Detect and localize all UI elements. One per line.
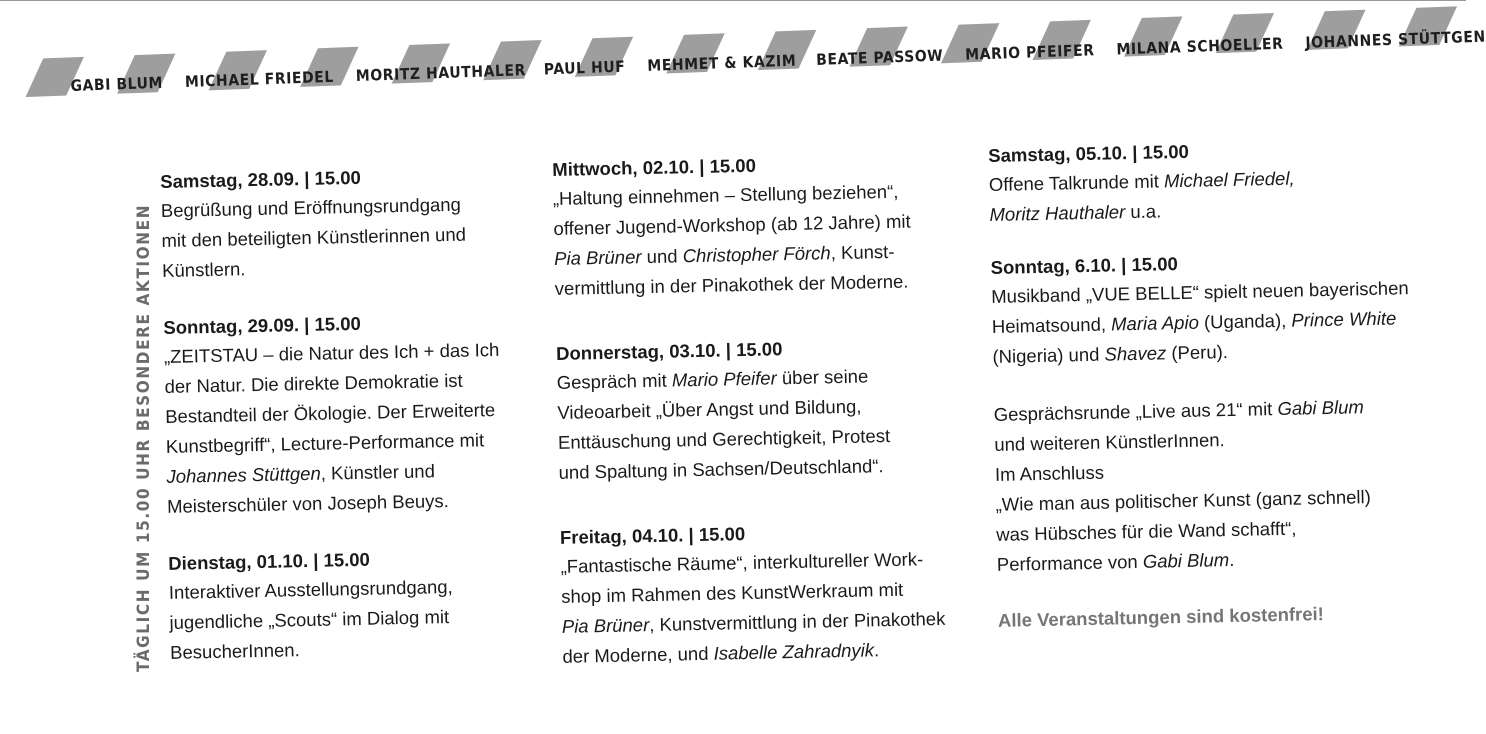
daily-actions-side-label: TÄGLICH UM 15.00 UHR BESONDERE AKTIONEN bbox=[134, 203, 154, 672]
events-column-3 bbox=[988, 133, 1416, 636]
event-tue-0110 bbox=[168, 543, 506, 668]
events-column-2 bbox=[552, 148, 947, 700]
artist-name: Johannes Stüttgen bbox=[166, 462, 321, 487]
text-fragment: , Kunstvermittlung in der Pinakothek bbox=[649, 607, 946, 636]
artist-name: Gabi Blum bbox=[1277, 396, 1365, 419]
event-heading: Dienstag, 01.10. | 15.00 bbox=[168, 548, 371, 574]
event-text-line: offener Jugend-Workshop (ab 12 Jahre) mit bbox=[553, 210, 911, 239]
event-sun-0610 bbox=[990, 245, 1410, 372]
artist-name: Pia Brüner bbox=[553, 246, 642, 269]
event-fri-0410 bbox=[560, 516, 947, 672]
event-text-line: Begrüßung und Eröffnungsrundgang bbox=[160, 193, 462, 221]
artist-name: MORITZ HAUTHALER bbox=[355, 61, 527, 86]
artist-name: Gabi Blum bbox=[1142, 549, 1230, 572]
event-text-line: „Haltung einnehmen – Stellung beziehen“, bbox=[552, 180, 899, 209]
event-text-line: und weiteren KünstlerInnen. bbox=[994, 429, 1225, 455]
text-fragment: u.a. bbox=[1124, 200, 1162, 223]
event-text-line: Videoarbeit „Über Angst und Bildung, bbox=[557, 395, 862, 423]
text-fragment: und bbox=[641, 245, 683, 268]
event-text-line: mit den beteiligten Künstlerinnen und bbox=[161, 223, 467, 251]
event-sat-0510 bbox=[988, 133, 1407, 230]
text-fragment: (Uganda), bbox=[1198, 309, 1292, 333]
artist-name: Isabelle Zahradnyik bbox=[713, 639, 875, 664]
artist-name: Christopher Förch bbox=[682, 242, 831, 267]
text-fragment: Gespräch mit bbox=[556, 369, 673, 393]
event-heading: Sonntag, 29.09. | 15.00 bbox=[163, 312, 361, 338]
event-sun-2909 bbox=[163, 307, 503, 522]
event-text-line: Bestandteil der Ökologie. Der Erweiterte bbox=[164, 399, 496, 427]
event-heading: Donnerstag, 03.10. | 15.00 bbox=[555, 338, 783, 364]
artist-name: PAUL HUF bbox=[543, 57, 626, 79]
event-heading: Samstag, 05.10. | 15.00 bbox=[988, 140, 1190, 166]
text-fragment: Gesprächsrunde „Live aus 21“ mit bbox=[993, 397, 1278, 425]
text-fragment: . bbox=[1228, 548, 1235, 571]
event-text-line: was Hübsches für die Wand schafft“, bbox=[996, 517, 1297, 545]
event-text-line: Meisterschüler von Joseph Beuys. bbox=[166, 490, 449, 517]
event-text-line: Enttäuschung und Gerechtigkeit, Protest bbox=[557, 424, 891, 453]
event-text-line: Künstlern. bbox=[161, 258, 246, 281]
artist-name: Michael Friedel, bbox=[1163, 167, 1295, 192]
event-talk-live-aus-21 bbox=[993, 391, 1414, 580]
artist-name: JOHANNES STÜTTGEN bbox=[1305, 27, 1486, 52]
text-fragment: (Nigeria) und bbox=[992, 343, 1105, 367]
event-text-line: der Natur. Die direkte Demokratie ist bbox=[164, 369, 463, 397]
event-text-line: Interaktiver Ausstellungsrundgang, bbox=[168, 575, 453, 603]
artist-name: Maria Apio bbox=[1110, 311, 1200, 335]
event-heading: Sonntag, 6.10. | 15.00 bbox=[990, 253, 1178, 278]
artist-name: Pia Brüner bbox=[561, 614, 650, 637]
artist-name: MEHMET & KAZIM bbox=[646, 51, 797, 75]
text-fragment: . bbox=[873, 639, 880, 661]
text-fragment: , Künstler und bbox=[320, 460, 436, 484]
event-text-line: Im Anschluss bbox=[994, 461, 1105, 485]
event-wed-0210 bbox=[552, 148, 939, 304]
artist-name: BEATE PASSOW bbox=[815, 46, 944, 69]
event-heading: Samstag, 28.09. | 15.00 bbox=[160, 166, 362, 192]
artist-name: Mario Pfeifer bbox=[671, 367, 777, 391]
artist-name: Prince White bbox=[1291, 307, 1397, 331]
event-text-line: vermittlung in der Pinakothek der Moderne. bbox=[554, 270, 909, 299]
event-text-line: shop im Rahmen des KunstWerkraum mit bbox=[561, 578, 904, 607]
event-text-line: Musikband „VUE BELLE“ spielt neuen bayerischen bbox=[991, 277, 1409, 307]
events-column-1 bbox=[160, 161, 506, 696]
event-heading: Mittwoch, 02.10. | 15.00 bbox=[552, 154, 757, 180]
artist-name: MARIO PFEIFER bbox=[964, 41, 1095, 64]
event-text-line: Kunstbegriff“, Lecture-Performance mit bbox=[165, 429, 485, 457]
event-text-line: BesucherInnen. bbox=[169, 639, 300, 663]
event-text-line: „Fantastische Räume“, interkultureller Work- bbox=[560, 548, 924, 577]
event-heading: Freitag, 04.10. | 15.00 bbox=[559, 523, 746, 548]
artist-name: Shavez bbox=[1104, 342, 1167, 365]
text-fragment: , Kunst- bbox=[830, 240, 895, 264]
artist-name: Moritz Hauthaler bbox=[989, 201, 1126, 225]
text-fragment: (Peru). bbox=[1166, 341, 1229, 364]
text-fragment: Heimatsound, bbox=[991, 313, 1112, 337]
event-text-line: jugendliche „Scouts“ im Dialog mit bbox=[169, 606, 450, 633]
event-thu-0310 bbox=[556, 332, 943, 488]
text-fragment: der Moderne, und bbox=[562, 642, 714, 667]
artist-name: GABI BLUM bbox=[70, 73, 164, 95]
event-sat-2809 bbox=[160, 161, 498, 286]
event-text-line: und Spaltung in Sachsen/Deutschland“. bbox=[558, 455, 884, 483]
artist-banner bbox=[0, 0, 1486, 120]
artist-name: MILANA SCHOELLER bbox=[1116, 34, 1284, 59]
text-fragment: Offene Talkrunde mit bbox=[988, 170, 1165, 195]
event-text-line: „ZEITSTAU – die Natur des Ich + das Ich bbox=[163, 338, 500, 367]
text-fragment: über seine bbox=[776, 365, 869, 389]
free-admission-note: Alle Veranstaltungen sind kostenfrei! bbox=[997, 603, 1325, 631]
artist-name: MICHAEL FRIEDEL bbox=[184, 67, 335, 91]
event-text-line: „Wie man aus politischer Kunst (ganz schnell) bbox=[995, 486, 1372, 515]
text-fragment: Performance von bbox=[996, 550, 1144, 575]
